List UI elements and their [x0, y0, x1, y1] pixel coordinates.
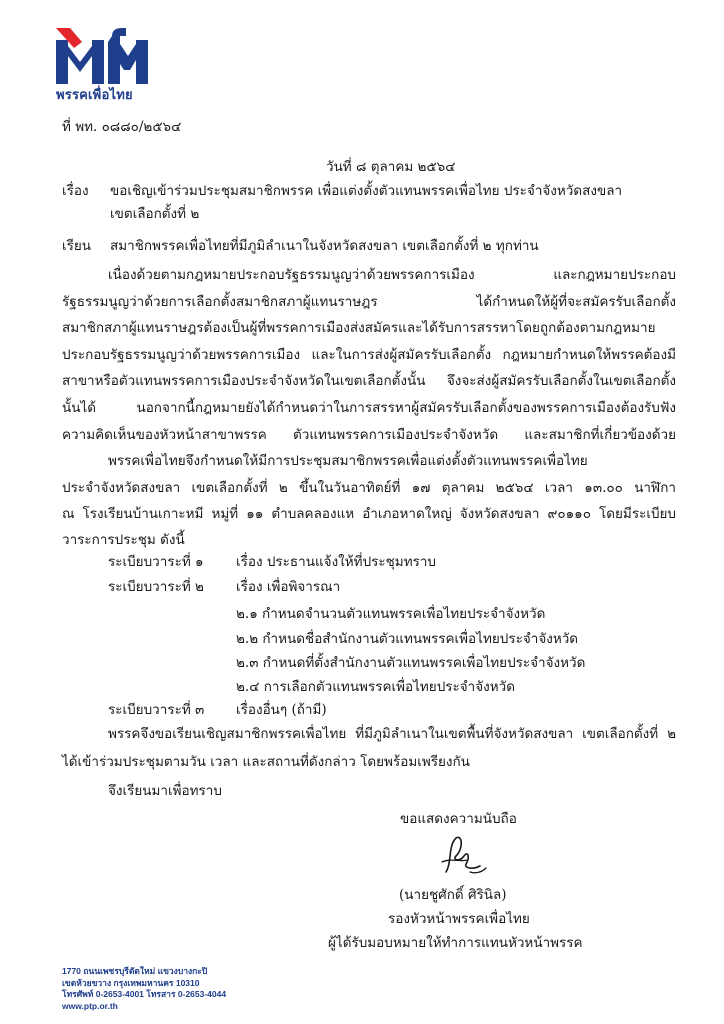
paragraph-line: เนื่องด้วยตามกฎหมายประกอบรัฐธรรมนูญว่าด้วยพรรคการเมือง และกฎหมายประกอบ: [108, 267, 676, 283]
recipient-label: เรียน: [62, 238, 92, 254]
paragraph-line: รัฐธรรมนูญว่าด้วยการเลือกตั้งสมาชิกสภาผู้แทนราษฎร ได้กำหนดให้ผู้ที่จะสมัครรับเลือกตั้ง: [62, 293, 676, 310]
sub-agenda-item: ๒.๓ กำหนดที่ตั้งสำนักงานตัวแทนพรรคเพื่อไทยประจำจังหวัด: [236, 655, 586, 671]
subject-label: เรื่อง: [62, 183, 89, 199]
paragraph-line: สมาชิกสภาผู้แทนราษฎรต้องเป็นผู้ที่พรรคการเมืองส่งสมัครและได้รับการสรรหาโดยถูกต้องตามกฎหมาย: [62, 320, 656, 337]
sub-agenda-item: ๒.๑ กำหนดจำนวนตัวแทนพรรคเพื่อไทยประจำจังหวัด: [236, 606, 546, 622]
paragraph-line: ประจำจังหวัดสงขลา เขตเลือกตั้งที่ ๒ ขึ้นในวันอาทิตย์ที่ ๑๗ ตุลาคม ๒๕๖๔ เวลา ๑๓.๐๐ นาฬิกา: [62, 479, 676, 496]
party-name: พรรคเพื่อไทย: [56, 88, 133, 103]
paragraph-line: ประกอบรัฐธรรมนูญว่าด้วยพรรคการเมือง และในการส่งผู้สมัครรับเลือกตั้ง กฎหมายกำหนดให้พรรคต้องมี: [62, 346, 676, 363]
signature-mark: [434, 832, 492, 878]
document-number: ที่ พท. ๐๘๘๐/๒๕๖๔: [62, 119, 182, 135]
agenda-2-label: ระเบียบวาระที่ ๒: [108, 579, 204, 595]
closing-salutation: ขอแสดงความนับถือ: [400, 811, 517, 827]
footer-contact: [62, 966, 226, 1012]
paragraph-invitation: [62, 721, 676, 748]
paragraph-line: พรรคจึงขอเรียนเชิญสมาชิกพรรคเพื่อไทย ที่มีภูมิลำเนาในเขตพื้นที่จังหวัดสงขลา เขตเลือกตั้งที่ ๒: [108, 726, 676, 742]
signatory-name: (นายชูศักดิ์ ศิรินิล): [399, 887, 507, 903]
agenda-1-subject: เรื่อง ประธานแจ้งให้ที่ประชุมทราบ: [236, 554, 437, 570]
paragraph-line: ณ โรงเรียนบ้านเกาะหมี หมู่ที่ ๑๑ ตำบลคลองแห อำเภอหาดใหญ่ จังหวัดสงขลา ๙๐๑๑๐ โดยมีระเบียบ: [62, 506, 676, 523]
paragraph-legal-basis: [62, 262, 676, 448]
footer-phone: โทรศัพท์ 0-2653-4001 โทรสาร 0-2653-4044: [62, 989, 227, 999]
paragraph-meeting-details: [62, 448, 676, 528]
agenda-1-label: ระเบียบวาระที่ ๑: [108, 554, 204, 570]
paragraph-line-last: ได้เข้าร่วมประชุมตามวัน เวลา และสถานที่ดังกล่าว โดยพร้อมเพรียงกัน: [62, 754, 470, 770]
footer-website[interactable]: www.ptp.or.th: [62, 1000, 118, 1011]
subject-line-2: เขตเลือกตั้งที่ ๒: [110, 206, 200, 222]
paragraph-line: นั้นได้ นอกจากนี้กฎหมายยังได้กำหนดว่าในการสรรหาผู้สมัครรับเลือกตั้งของพรรคการเมืองต้องรับฟัง: [62, 399, 676, 416]
signatory-authority: ผู้ได้รับมอบหมายให้ทำการแทนหัวหน้าพรรค: [328, 935, 583, 951]
subject-line-1: ขอเชิญเข้าร่วมประชุมสมาชิกพรรค เพื่อแต่งตั้งตัวแทนพรรคเพื่อไทย ประจำจังหวัดสงขลา: [110, 183, 623, 199]
closing-note: จึงเรียนมาเพื่อทราบ: [108, 783, 222, 799]
paragraph-line-last: วาระการประชุม ดังนี้: [62, 532, 185, 548]
recipient-text: สมาชิกพรรคเพื่อไทยที่มีภูมิลำเนาในจังหวัดสงขลา เขตเลือกตั้งที่ ๒ ทุกท่าน: [110, 238, 539, 254]
party-logo: [52, 26, 152, 84]
paragraph-line: ความคิดเห็นของหัวหน้าสาขาพรรค ตัวแทนพรรคการเมืองประจำจังหวัด และสมาชิกที่เกี่ยวข้องด้วย: [62, 426, 676, 443]
sub-agenda-item: ๒.๒ กำหนดชื่อสำนักงานตัวแทนพรรคเพื่อไทยประจำจังหวัด: [236, 631, 579, 647]
paragraph-line: พรรคเพื่อไทยจึงกำหนดให้มีการประชุมสมาชิกพรรคเพื่อแต่งตั้งตัวแทนพรรคเพื่อไทย: [108, 453, 588, 469]
footer-address-1: 1770 ถนนเพชรบุรีตัดใหม่ แขวงบางกะปิ: [62, 966, 208, 976]
document-date: วันที่ ๘ ตุลาคม ๒๕๖๔: [326, 159, 456, 175]
agenda-2-subject: เรื่อง เพื่อพิจารณา: [236, 579, 341, 595]
paragraph-line: สาขาหรือตัวแทนพรรคการเมืองประจำจังหวัดในเขตเลือกตั้งนั้น จึงจะส่งผู้สมัครรับเลือกตั้งในเขตเลือกตั้ง: [62, 373, 676, 390]
signatory-title: รองหัวหน้าพรรคเพื่อไทย: [388, 911, 530, 927]
footer-address-2: เขตห้วยขวาง กรุงเทพมหานคร 10310: [62, 977, 200, 988]
sub-agenda-item: ๒.๔ การเลือกตัวแทนพรรคเพื่อไทยประจำจังหวัด: [236, 679, 516, 695]
agenda-3-subject: เรื่องอื่นๆ (ถ้ามี): [236, 702, 327, 718]
agenda-3-label: ระเบียบวาระที่ ๓: [108, 702, 205, 718]
